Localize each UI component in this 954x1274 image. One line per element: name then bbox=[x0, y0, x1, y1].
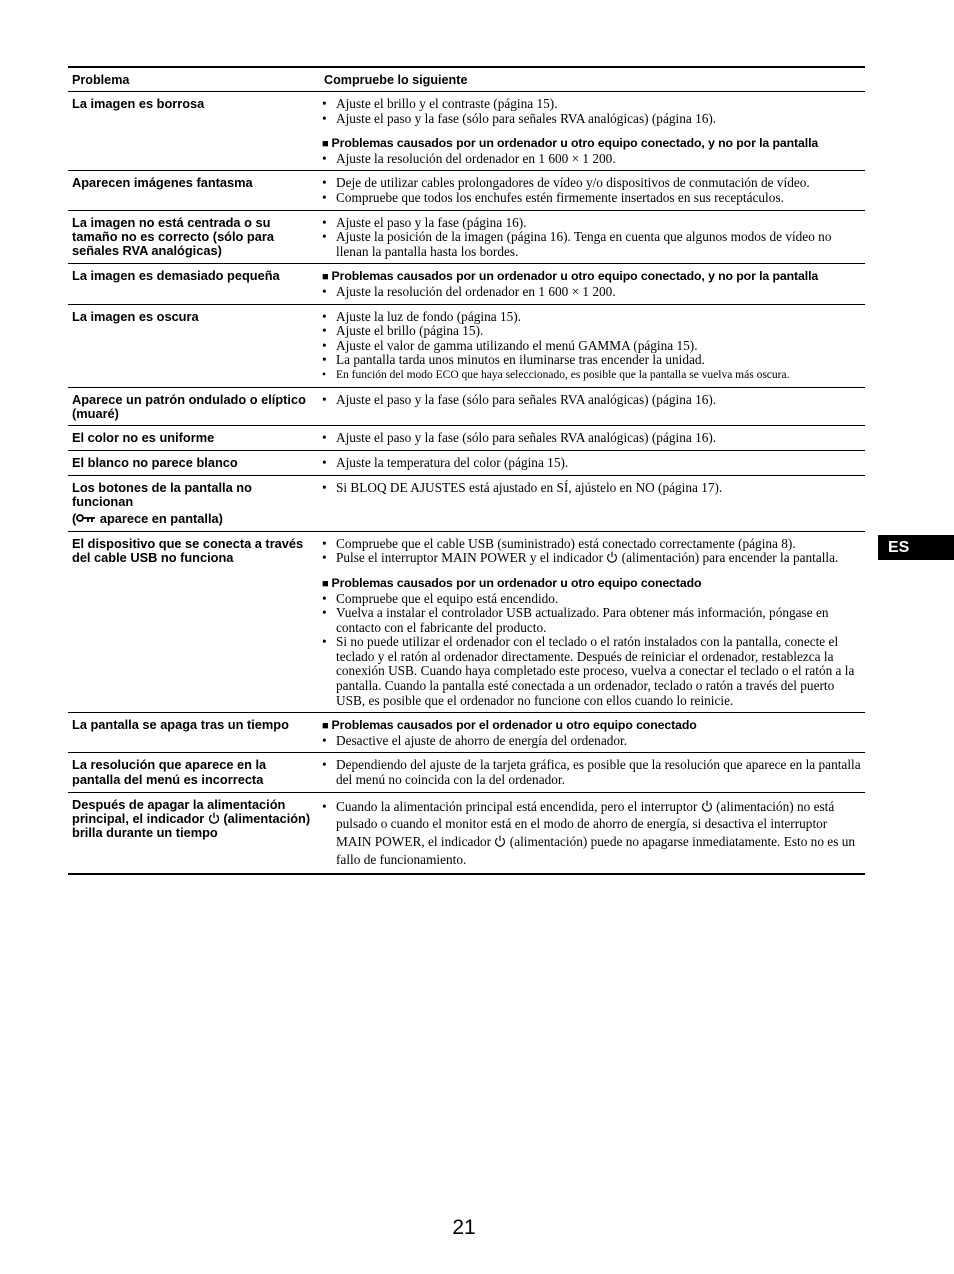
check-cell bbox=[320, 475, 865, 531]
list-item: • La pantalla tarda unos minutos en iluminarse tras encender la unidad. bbox=[322, 353, 861, 368]
list-item: • Ajuste el paso y la fase (sólo para señales RVA analógicas) (página 16). bbox=[322, 431, 861, 446]
list-item: • Compruebe que todos los enchufes estén firmemente insertados en sus receptáculos. bbox=[322, 191, 861, 206]
check-cell bbox=[320, 426, 865, 451]
problem-cell: La imagen no está centrada o su tamaño no es correcto (sólo para señales RVA analógicas) bbox=[72, 214, 274, 259]
list-item: • Desactive el ajuste de ahorro de energía del ordenador. bbox=[322, 734, 861, 749]
language-tab: ES bbox=[878, 535, 954, 560]
list-item: • Ajuste el brillo y el contraste (página 15). bbox=[322, 97, 861, 112]
table-row bbox=[68, 304, 865, 387]
list-item: • Ajuste la posición de la imagen (página 16). Tenga en cuenta que algunos modos de vídeo no llenan la pantalla hasta los bordes. bbox=[322, 230, 861, 259]
power-icon bbox=[494, 835, 506, 847]
list-item: • Si BLOQ DE AJUSTES está ajustado en SÍ, ajústelo en NO (página 17). bbox=[322, 481, 861, 496]
check-cell bbox=[320, 531, 865, 713]
table-header-row bbox=[68, 67, 865, 92]
check-cell bbox=[320, 304, 865, 387]
problem-cell: Aparece un patrón ondulado o elíptico (muaré) bbox=[72, 391, 306, 421]
problem-cell: La imagen es borrosa bbox=[72, 96, 205, 111]
list-item: • Ajuste la resolución del ordenador en 1 600 × 1 200. bbox=[322, 285, 861, 300]
power-icon bbox=[701, 800, 713, 812]
section-heading: ■ Problemas causados por el ordenador u otro equipo conectado bbox=[322, 718, 697, 733]
table-row bbox=[68, 264, 865, 304]
problem-text: Los botones de la pantalla no funcionan bbox=[72, 479, 252, 509]
square-bullet-icon: ■ bbox=[322, 720, 329, 733]
problem-cell: La imagen es oscura bbox=[72, 308, 199, 324]
table-row bbox=[68, 531, 865, 713]
table-row bbox=[68, 426, 865, 451]
list-item: • Ajuste el paso y la fase (sólo para señales RVA analógicas) (página 16). bbox=[322, 393, 861, 408]
check-cell bbox=[320, 753, 865, 792]
problem-cell: Aparecen imágenes fantasma bbox=[72, 175, 253, 191]
table-row bbox=[68, 792, 865, 874]
problem-cell: Después de apagar la alimentación principal, el indicador (alimentación) brilla durante un tiempo bbox=[72, 796, 311, 841]
table-row bbox=[68, 475, 865, 531]
power-icon bbox=[606, 551, 618, 563]
section-heading: ■ Problemas causados por un ordenador u otro equipo conectado bbox=[322, 575, 702, 590]
header-problem: Problema bbox=[72, 73, 130, 87]
list-item: • Ajuste el brillo (página 15). bbox=[322, 324, 861, 339]
table-row bbox=[68, 450, 865, 475]
check-cell bbox=[320, 92, 865, 171]
list-item: • Ajuste el paso y la fase (sólo para señales RVA analógicas) (página 16). bbox=[322, 112, 861, 127]
list-item: • Ajuste la resolución del ordenador en 1 600 × 1 200. bbox=[322, 152, 861, 167]
list-item: • Cuando la alimentación principal está encendida, pero el interruptor (alimentación) no está pulsado o cuando el monitor está en el modo de ahorro de energía, si desactiva el interruptor MAIN POWER, el indicador (alimentación) puede no apagarse inmediatamente. Esto no es un fallo de funcionamiento. bbox=[322, 798, 861, 869]
table-row bbox=[68, 210, 865, 264]
list-item: • Ajuste el valor de gamma utilizando el menú GAMMA (página 15). bbox=[322, 339, 861, 354]
square-bullet-icon: ■ bbox=[322, 138, 329, 151]
table-row bbox=[68, 171, 865, 210]
check-cell bbox=[320, 792, 865, 874]
problem-cell: La imagen es demasiado pequeña bbox=[72, 268, 280, 284]
check-cell bbox=[320, 210, 865, 264]
list-item: • Pulse el interruptor MAIN POWER y el indicador (alimentación) para encender la pantalla. bbox=[322, 551, 861, 566]
square-bullet-icon: ■ bbox=[322, 271, 329, 284]
list-item: • Si no puede utilizar el ordenador con el teclado o el ratón instalados con la pantalla, conecte el teclado y el ratón al ordenador directamente. Después de reiniciar el ordenador, restablezca la conexión USB. Cuando haya completado este proceso, vuelva a conectar el teclado o el ratón a la pantalla. Cuando la pantalla esté conectada a un ordenador, teclado o ratón a través del puerto USB, es posible que el ordenador no funcione con ellos cuando lo reinicie. bbox=[322, 635, 861, 708]
table-row bbox=[68, 387, 865, 426]
power-icon bbox=[208, 812, 220, 824]
problem-cell: El color no es uniforme bbox=[72, 430, 215, 446]
check-cell bbox=[320, 450, 865, 475]
check-cell bbox=[320, 387, 865, 426]
problem-cell: La pantalla se apaga tras un tiempo bbox=[72, 717, 289, 733]
header-check: Compruebe lo siguiente bbox=[324, 73, 468, 87]
page-number: 21 bbox=[452, 1216, 476, 1239]
list-item: • Compruebe que el equipo está encendido. bbox=[322, 592, 861, 607]
list-item: • Vuelva a instalar el controlador USB actualizado. Para obtener más información, póngase en contacto con el fabricante del producto. bbox=[322, 606, 861, 635]
list-item: • Ajuste la temperatura del color (página 15). bbox=[322, 456, 861, 471]
problem-cell: Los botones de la pantalla no funcionan ( aparece en pantalla) bbox=[68, 475, 320, 531]
section-heading: ■ Problemas causados por un ordenador u otro equipo conectado, y no por la pantalla bbox=[322, 136, 819, 151]
list-item: • Ajuste el paso y la fase (página 16). bbox=[322, 216, 861, 231]
list-item: • En función del modo ECO que haya seleccionado, es posible que la pantalla se vuelva más oscura. bbox=[322, 368, 861, 383]
key-icon bbox=[76, 513, 96, 523]
problem-cell: El blanco no parece blanco bbox=[72, 454, 238, 470]
table-row bbox=[68, 92, 865, 171]
list-item: • Dependiendo del ajuste de la tarjeta gráfica, es posible que la resolución que aparece en la pantalla del menú no coincida con la del ordenador. bbox=[322, 758, 861, 787]
section-heading: ■ Problemas causados por un ordenador u otro equipo conectado, y no por la pantalla bbox=[322, 269, 819, 284]
square-bullet-icon: ■ bbox=[322, 577, 329, 590]
check-cell bbox=[320, 713, 865, 753]
table-row bbox=[68, 753, 865, 792]
problem-cell: La resolución que aparece en la pantalla del menú es incorrecta bbox=[72, 757, 267, 787]
list-item: • Ajuste la luz de fondo (página 15). bbox=[322, 310, 861, 325]
check-cell bbox=[320, 264, 865, 304]
problem-cell: El dispositivo que se conecta a través del cable USB no funciona bbox=[72, 535, 304, 566]
troubleshooting-table bbox=[68, 66, 865, 875]
list-item: • Deje de utilizar cables prolongadores de vídeo y/o dispositivos de conmutación de vídeo. bbox=[322, 176, 861, 191]
table-row bbox=[68, 713, 865, 753]
check-cell bbox=[320, 171, 865, 210]
problem-text-tail: aparece en pantalla) bbox=[99, 511, 223, 527]
list-item: • Compruebe que el cable USB (suministrado) está conectado correctamente (página 8). bbox=[322, 537, 861, 552]
